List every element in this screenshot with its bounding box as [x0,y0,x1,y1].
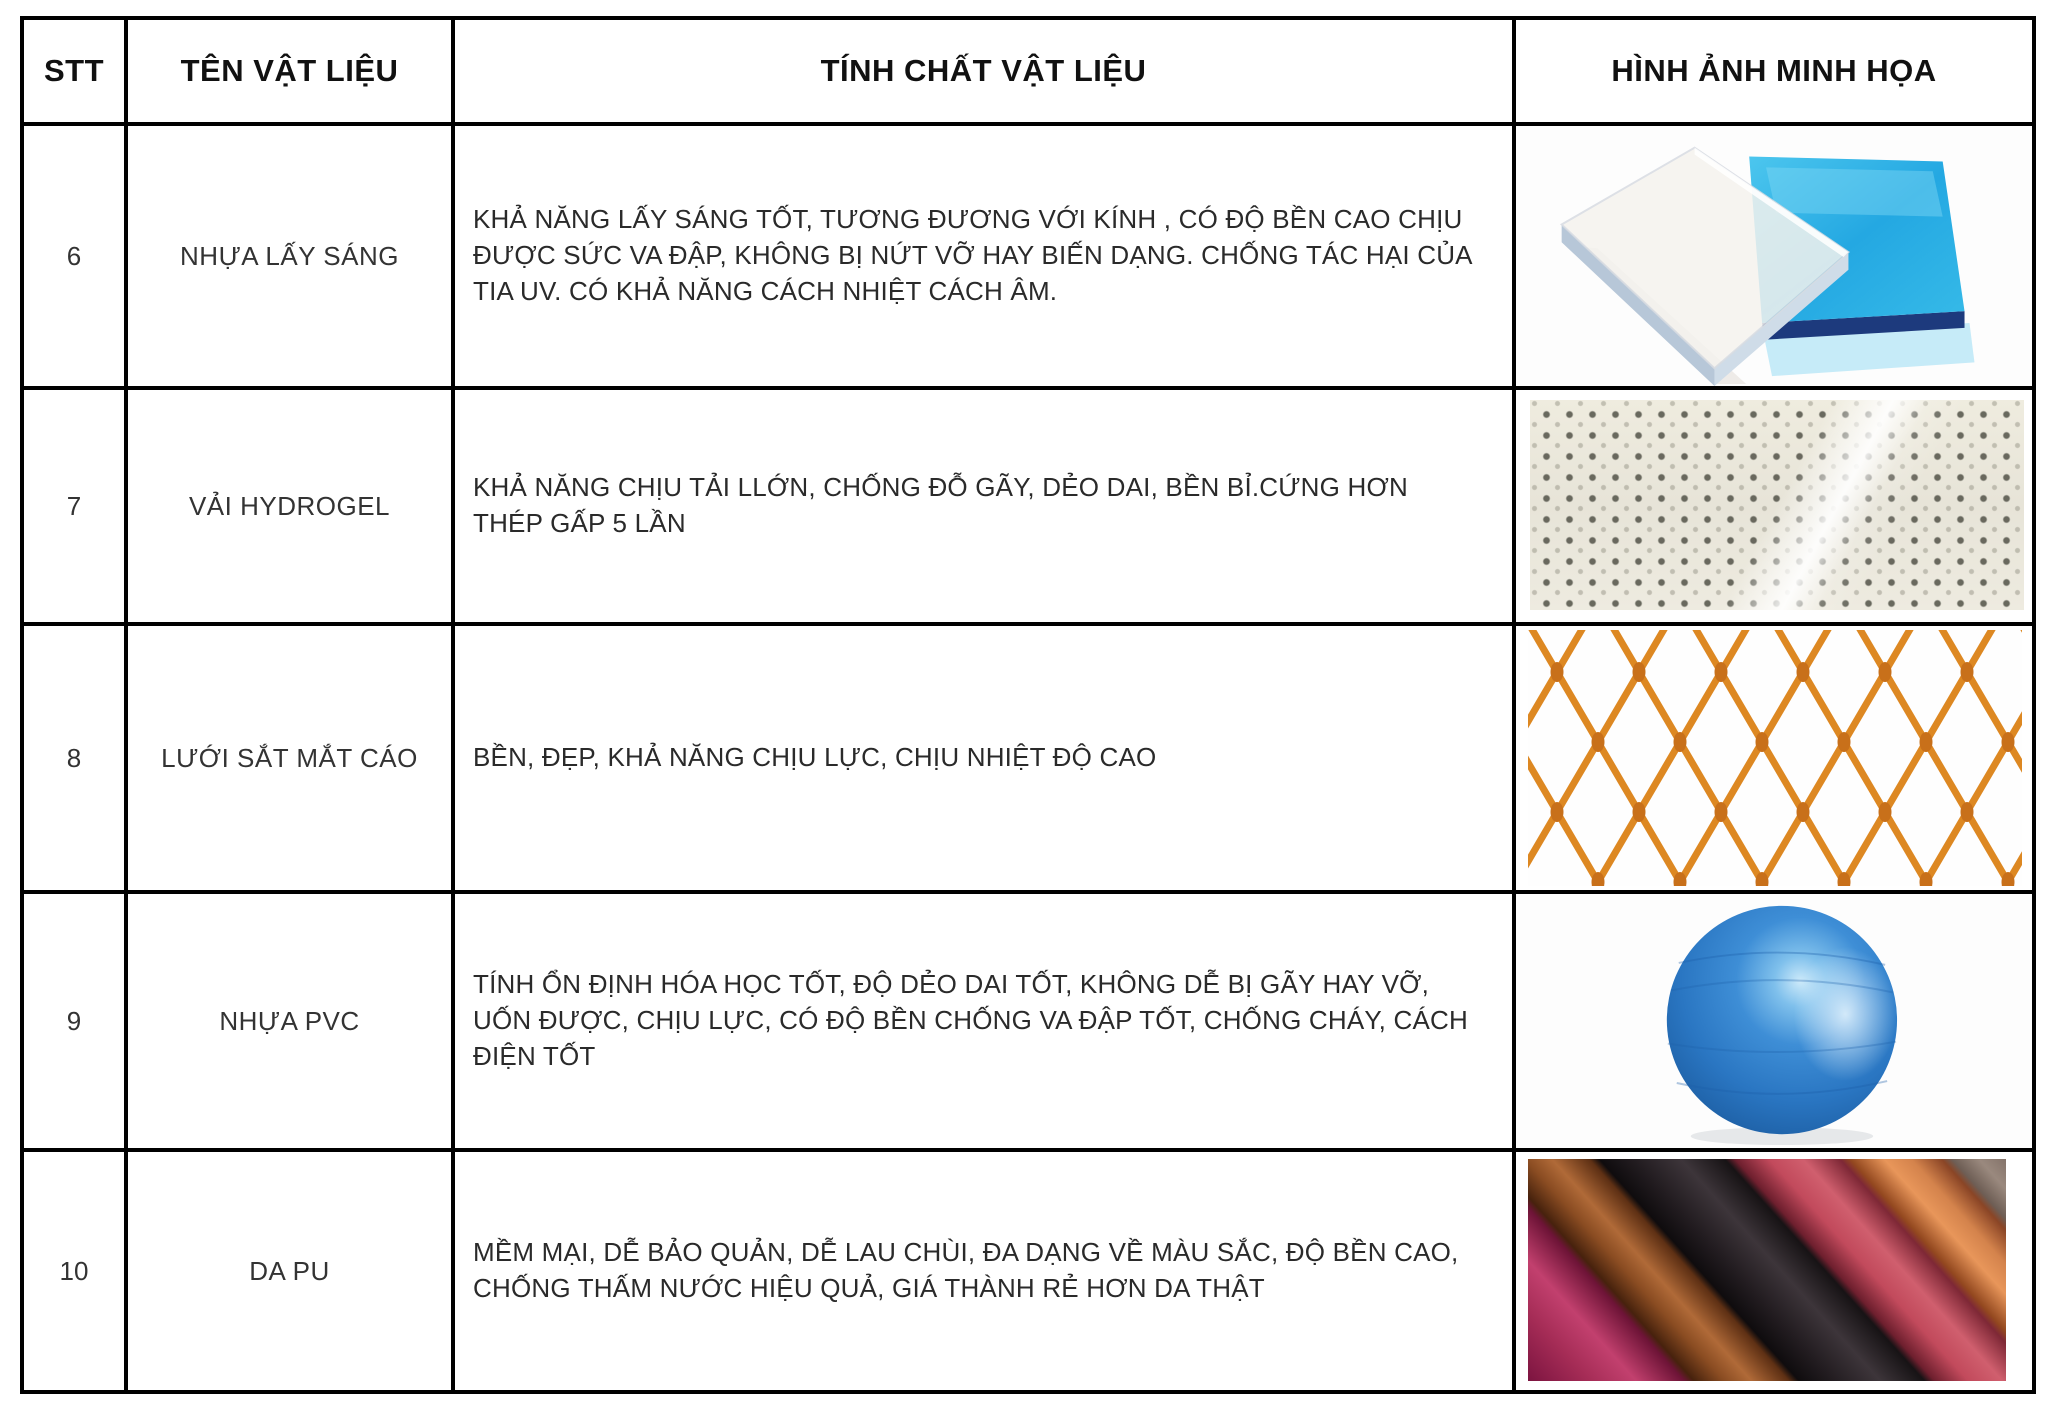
polycarbonate-sheets-photo [1516,126,2032,386]
cell-stt: 9 [22,892,126,1150]
table-row [22,124,2034,388]
chain-link-fence-photo [1528,630,2022,886]
column-header-material-properties: TÍNH CHẤT VẬT LIỆU [453,18,1514,124]
cell-stt: 6 [22,124,126,388]
cell-illustration [1514,388,2034,624]
pu-leather-rolls-photo [1528,1159,2006,1381]
cell-illustration [1514,892,2034,1150]
header-row [22,18,2034,124]
cell-stt: 8 [22,624,126,892]
table-row [22,892,2034,1150]
cell-material-properties: TÍNH ỔN ĐỊNH HÓA HỌC TỐT, ĐỘ DẺO DAI TỐT, KHÔNG DỄ BỊ GÃY HAY VỠ, UỐN ĐƯỢC, CHỊU LỰC, CÓ ĐỘ BỀN CHỐNG VA ĐẬP TỐT, CHỐNG CHÁY, CÁCH ĐIỆN TỐT [453,892,1514,1150]
cell-material-properties: BỀN, ĐẸP, KHẢ NĂNG CHỊU LỰC, CHỊU NHIỆT ĐỘ CAO [453,624,1514,892]
blue-pvc-ball-photo [1516,894,2032,1148]
column-header-stt: STT [22,18,126,124]
column-header-illustration: HÌNH ẢNH MINH HỌA [1514,18,2034,124]
cell-material-name: NHỰA LẤY SÁNG [126,124,453,388]
cell-stt: 10 [22,1150,126,1392]
cell-material-name: DA PU [126,1150,453,1392]
cell-material-properties: KHẢ NĂNG LẤY SÁNG TỐT, TƯƠNG ĐƯƠNG VỚI KÍNH , CÓ ĐỘ BỀN CAO CHỊU ĐƯỢC SỨC VA ĐẬP, KHÔNG BỊ NỨT VỠ HAY BIẾN DẠNG. CHỐNG TÁC HẠI CỦA TIA UV. CÓ KHẢ NĂNG CÁCH NHIỆT CÁCH ÂM. [453,124,1514,388]
cell-illustration [1514,124,2034,388]
materials-table [20,16,2036,1394]
cell-material-properties: MỀM MẠI, DỄ BẢO QUẢN, DỄ LAU CHÙI, ĐA DẠNG VỀ MÀU SẮC, ĐỘ BỀN CAO, CHỐNG THẤM NƯỚC HIỆU QUẢ, GIÁ THÀNH RẺ HƠN DA THẬT [453,1150,1514,1392]
table-row [22,624,2034,892]
cell-material-name: NHỰA PVC [126,892,453,1150]
cell-illustration [1514,1150,2034,1392]
table-row [22,1150,2034,1392]
cell-material-properties: KHẢ NĂNG CHỊU TẢI LLỚN, CHỐNG ĐỖ GÃY, DẺO DAI, BỀN BỈ.CỨNG HƠN THÉP GẤP 5 LẦN [453,388,1514,624]
cell-material-name: LƯỚI SẮT MẮT CÁO [126,624,453,892]
cell-stt: 7 [22,388,126,624]
hydrogel-fabric-photo [1530,400,2024,610]
cell-illustration [1514,624,2034,892]
table-row [22,388,2034,624]
column-header-material-name: TÊN VẬT LIỆU [126,18,453,124]
cell-material-name: VẢI HYDROGEL [126,388,453,624]
